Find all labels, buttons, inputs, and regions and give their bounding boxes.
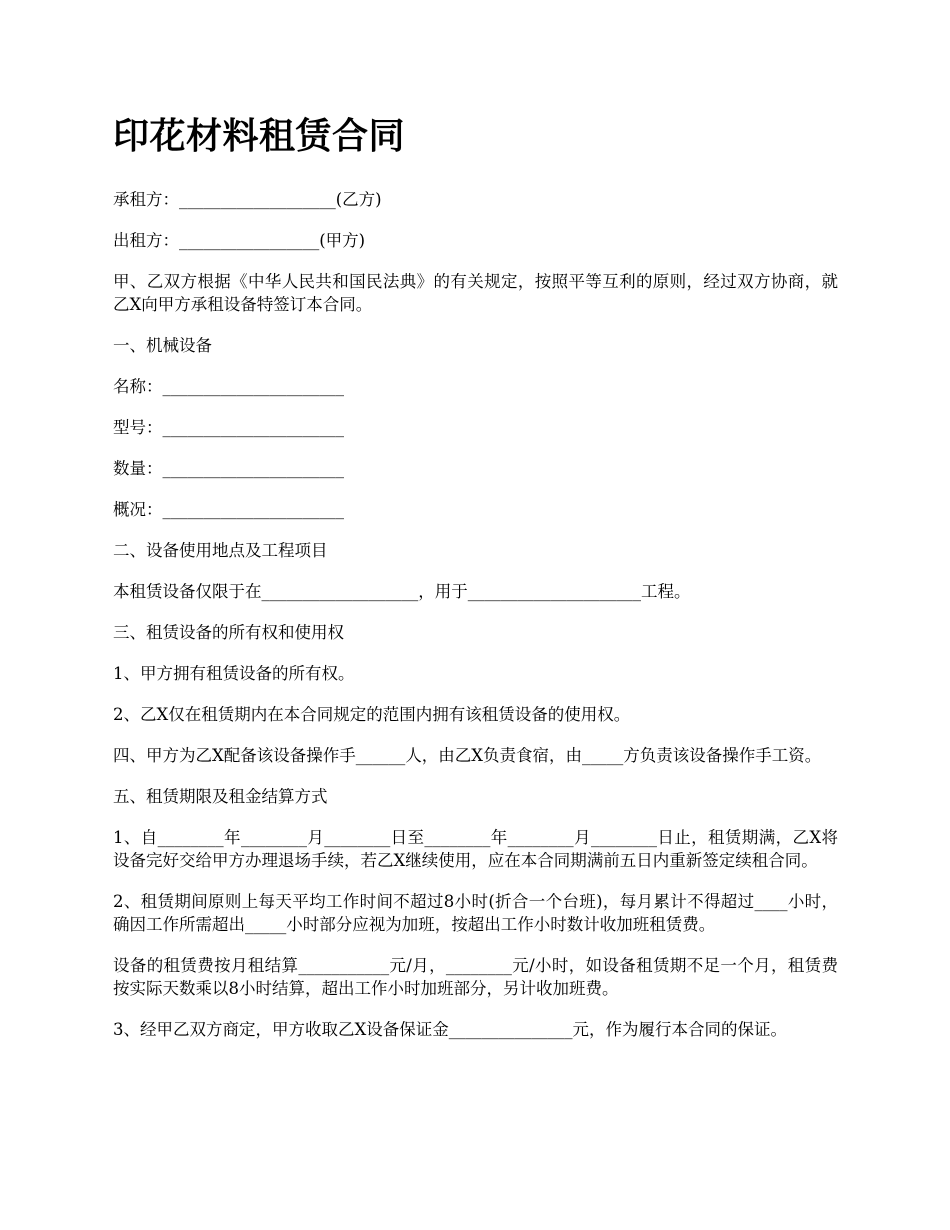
section-heading-ownership: 三、租赁设备的所有权和使用权 — [113, 623, 344, 642]
section-heading-term: 五、租赁期限及租金结算方式 — [113, 787, 328, 806]
equipment-model-line: 型号：______________________ — [113, 418, 344, 437]
equipment-name-line: 名称：______________________ — [113, 377, 344, 396]
lessee-line: 承租方：___________________(乙方) — [113, 190, 382, 209]
ownership-clause-1: 1、甲方拥有租赁设备的所有权。 — [113, 664, 355, 683]
term-clause-1: 1、自________年________月________日至________年________月________日止，租赁期满，乙X将设备完好交给甲方办理退场手续，若乙X继续使用，应在本合同期满前五日内重新签定续租合同。 — [113, 828, 838, 870]
location-paragraph: 本租赁设备仅限于在___________________，用于_____________________工程。 — [113, 582, 691, 601]
operator-clause: 四、甲方为乙X配备该设备操作手______人，由乙X负责食宿，由_____方负责该设备操作手工资。 — [113, 746, 822, 765]
section-heading-equipment: 一、机械设备 — [113, 336, 212, 355]
deposit-clause: 3、经甲乙双方商定，甲方收取乙X设备保证金_______________元，作为履行本合同的保证。 — [113, 1020, 787, 1039]
ownership-clause-2: 2、乙X仅在租赁期内在本合同规定的范围内拥有该租赁设备的使用权。 — [113, 705, 631, 724]
preamble-paragraph: 甲、乙双方根据《中华人民共和国民法典》的有关规定，按照平等互利的原则，经过双方协商，就乙X向甲方承租设备特签订本合同。 — [113, 272, 838, 314]
rent-settlement-paragraph: 设备的租赁费按月租结算___________元/月，________元/小时，如设备租赁期不足一个月，租赁费按实际天数乘以8小时结算，超出工作小时加班部分，另计收加班费。 — [113, 956, 838, 998]
equipment-quantity-line: 数量：______________________ — [113, 459, 344, 478]
term-clause-2: 2、租赁期间原则上每天平均工作时间不超过8小时(折合一个台班)，每月累计不得超过____小时，确因工作所需超出_____小时部分应视为加班，按超出工作小时数计收加班租赁费。 — [113, 892, 838, 934]
equipment-overview-line: 概况：______________________ — [113, 500, 344, 519]
lessor-line: 出租方：_________________(甲方) — [113, 231, 366, 250]
document-title: 印花材料租赁合同 — [113, 115, 406, 157]
section-heading-location: 二、设备使用地点及工程项目 — [113, 541, 328, 560]
